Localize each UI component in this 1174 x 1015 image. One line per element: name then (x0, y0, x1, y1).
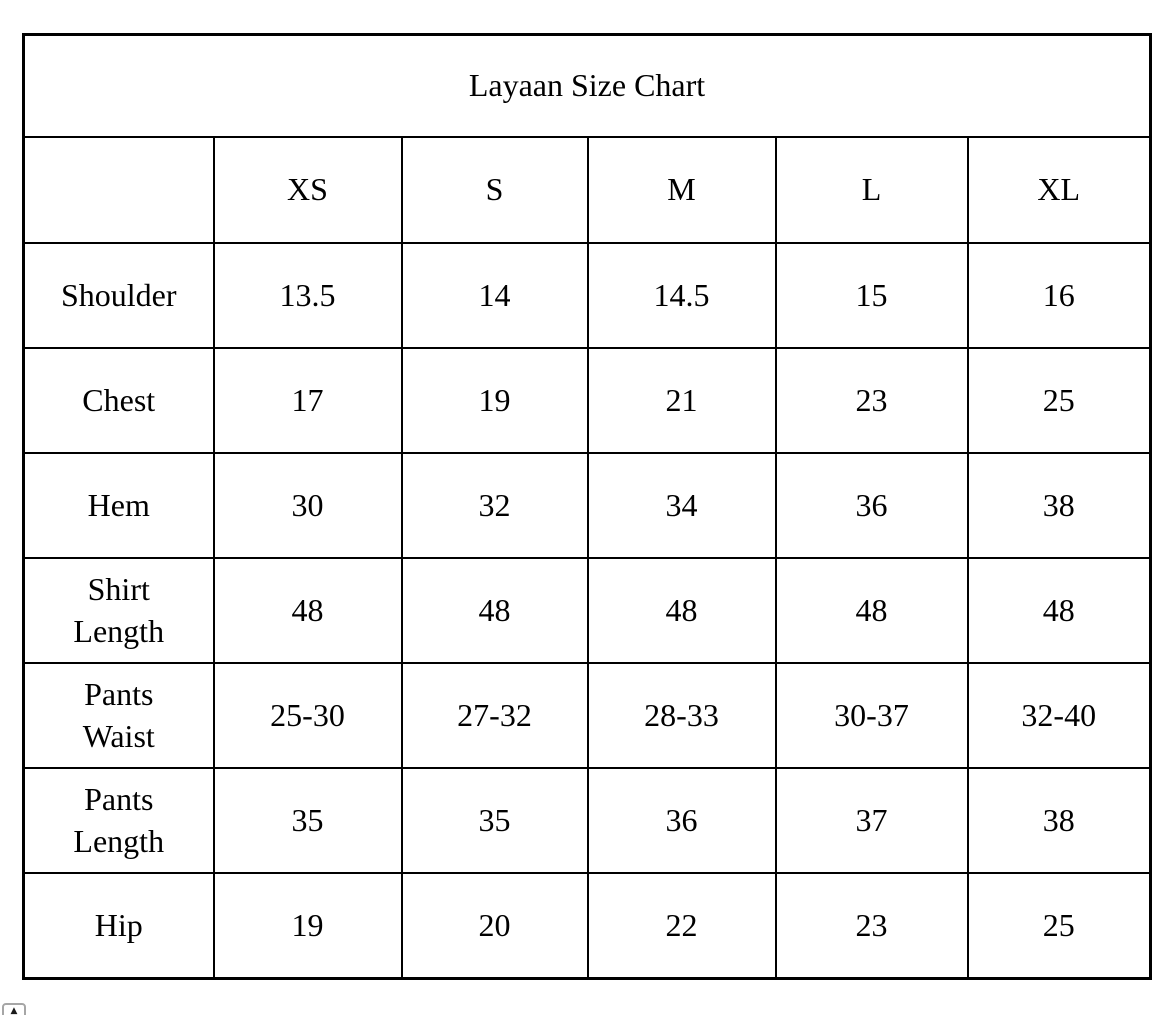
table-row (24, 348, 1151, 453)
measurement-value: 35 (214, 768, 402, 873)
measurement-value: 48 (402, 558, 588, 663)
size-chart-table (22, 33, 1152, 980)
measurement-value: 28-33 (588, 663, 776, 768)
measurement-label: Hem (24, 453, 214, 558)
measurement-value: 35 (402, 768, 588, 873)
measurement-value: 32-40 (968, 663, 1151, 768)
scroll-up-button[interactable] (2, 1003, 26, 1015)
measurement-value: 38 (968, 768, 1151, 873)
measurement-label: Chest (24, 348, 214, 453)
measurement-value: 23 (776, 348, 968, 453)
measurement-value: 23 (776, 873, 968, 979)
measurement-value: 14.5 (588, 243, 776, 348)
measurement-value: 19 (402, 348, 588, 453)
measurement-value: 21 (588, 348, 776, 453)
measurement-value: 22 (588, 873, 776, 979)
measurement-value: 38 (968, 453, 1151, 558)
corner-cell (24, 137, 214, 243)
measurement-value: 32 (402, 453, 588, 558)
measurement-value: 48 (214, 558, 402, 663)
measurement-value: 36 (588, 768, 776, 873)
measurement-value: 37 (776, 768, 968, 873)
measurement-value: 17 (214, 348, 402, 453)
size-column-header: S (402, 137, 588, 243)
measurement-value: 48 (588, 558, 776, 663)
measurement-value: 34 (588, 453, 776, 558)
size-column-header: L (776, 137, 968, 243)
up-arrow-icon: ▲ (10, 1006, 18, 1015)
measurement-label: Shoulder (24, 243, 214, 348)
measurement-value: 30-37 (776, 663, 968, 768)
measurement-value: 20 (402, 873, 588, 979)
measurement-value: 48 (776, 558, 968, 663)
size-column-header: M (588, 137, 776, 243)
table-row (24, 558, 1151, 663)
size-column-header: XL (968, 137, 1151, 243)
measurement-value: 25 (968, 348, 1151, 453)
table-row (24, 453, 1151, 558)
measurement-value: 25-30 (214, 663, 402, 768)
measurement-label: Shirt Length (24, 558, 214, 663)
measurement-value: 14 (402, 243, 588, 348)
measurement-value: 48 (968, 558, 1151, 663)
measurement-value: 36 (776, 453, 968, 558)
table-row (24, 243, 1151, 348)
measurement-value: 13.5 (214, 243, 402, 348)
measurement-value: 25 (968, 873, 1151, 979)
measurement-value: 30 (214, 453, 402, 558)
table-body (24, 243, 1151, 979)
measurement-label: Pants Length (24, 768, 214, 873)
measurement-label: Hip (24, 873, 214, 979)
measurement-value: 27-32 (402, 663, 588, 768)
table-row (24, 873, 1151, 979)
title-row (24, 35, 1151, 138)
size-header-row (24, 137, 1151, 243)
measurement-label: Pants Waist (24, 663, 214, 768)
measurement-value: 19 (214, 873, 402, 979)
size-column-header: XS (214, 137, 402, 243)
measurement-value: 15 (776, 243, 968, 348)
measurement-value: 16 (968, 243, 1151, 348)
table-row (24, 768, 1151, 873)
table-row (24, 663, 1151, 768)
table-title: Layaan Size Chart (24, 35, 1151, 138)
